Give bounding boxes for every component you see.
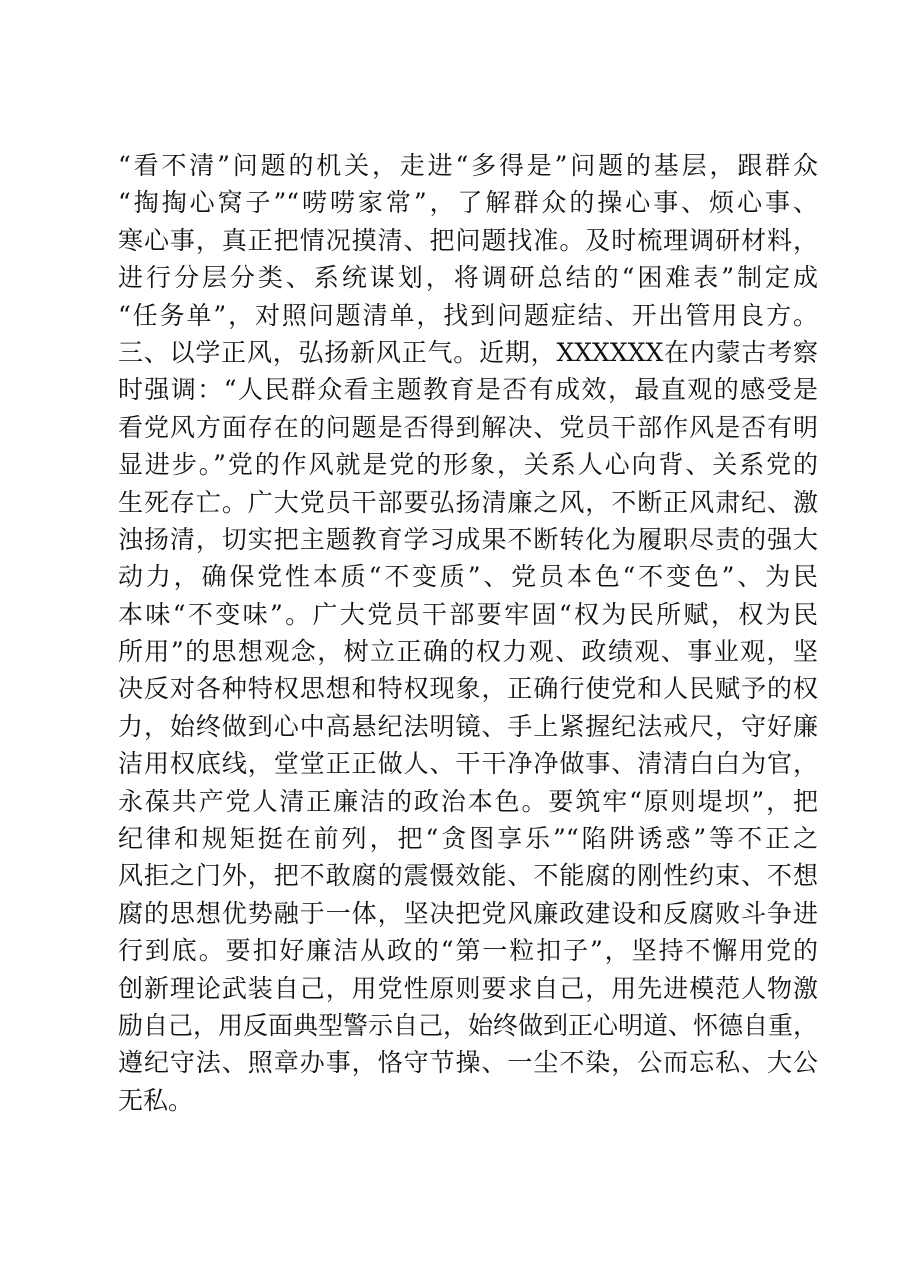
text-line: 腐的思想优势融于一体，坚决把党风廉政建设和反腐败斗争进 (118, 898, 818, 928)
text-line: 无私。 (118, 1085, 194, 1115)
text-line: 时强调：“人民群众看主题教育是否有成效，最直观的感受是 (118, 375, 818, 405)
text-line: 风拒之门外，把不敢腐的震慑效能、不能腐的刚性约束、不想 (118, 861, 818, 891)
text-line: 创新理论武装自己，用党性原则要求自己，用先进模范人物激 (118, 973, 818, 1003)
text-line: 纪律和规矩挺在前列，把“贪图享乐”“陷阱诱惑”等不正之 (118, 824, 818, 854)
text-line: 遵纪守法、照章办事，恪守节操、一尘不染，公而忘私、大公 (118, 1048, 818, 1078)
text-line: 寒心事，真正把情况摸清、把问题找准。及时梳理调研材料， (118, 225, 818, 255)
text-line: 行到底。要扣好廉洁从政的“第一粒扣子”，坚持不懈用党的 (118, 936, 818, 966)
text-line: 看党风方面存在的问题是否得到解决、党员干部作风是否有明 (118, 412, 818, 442)
text-line: 洁用权底线，堂堂正正做人、干干净净做事、清清白白为官， (118, 749, 818, 779)
text-line: 本味“不变味”。广大党员干部要牢固“权为民所赋，权为民 (118, 599, 818, 629)
text-line: 力，始终做到心中高悬纪法明镜、手上紧握纪法戒尺，守好廉 (118, 711, 818, 741)
text-line: 永葆共产党人清正廉洁的政治本色。要筑牢“原则堤坝”，把 (118, 786, 818, 816)
text-line: 决反对各种特权思想和特权现象，正确行使党和人民赋予的权 (118, 674, 818, 704)
text-line: 生死存亡。广大党员干部要弘扬清廉之风，不断正风肃纪、激 (118, 487, 818, 517)
text-line: 显进步。”党的作风就是党的形象，关系人心向背、关系党的 (118, 450, 818, 480)
document-body-text (118, 147, 818, 1119)
text-line: 动力，确保党性本质“不变质”、党员本色“不变色”、为民 (118, 562, 818, 592)
section-heading-line: 三、以学正风，弘扬新风正气。近期，XXXXXX在内蒙古考察 (118, 337, 818, 367)
text-line: “任务单”，对照问题清单，找到问题症结、开出管用良方。 (118, 300, 818, 330)
text-line: 进行分层分类、系统谋划，将调研总结的“困难表”制定成 (118, 263, 818, 293)
text-line: 所用”的思想观念，树立正确的权力观、政绩观、事业观，坚 (118, 637, 818, 667)
text-line: 浊扬清，切实把主题教育学习成果不断转化为履职尽责的强大 (118, 524, 818, 554)
text-line: “看不清”问题的机关，走进“多得是”问题的基层，跟群众 (118, 151, 818, 180)
text-line: 励自己，用反面典型警示自己，始终做到正心明道、怀德自重， (118, 1010, 818, 1040)
text-line: “掏掏心窝子”“唠唠家常”，了解群众的操心事、烦心事、 (118, 188, 818, 218)
